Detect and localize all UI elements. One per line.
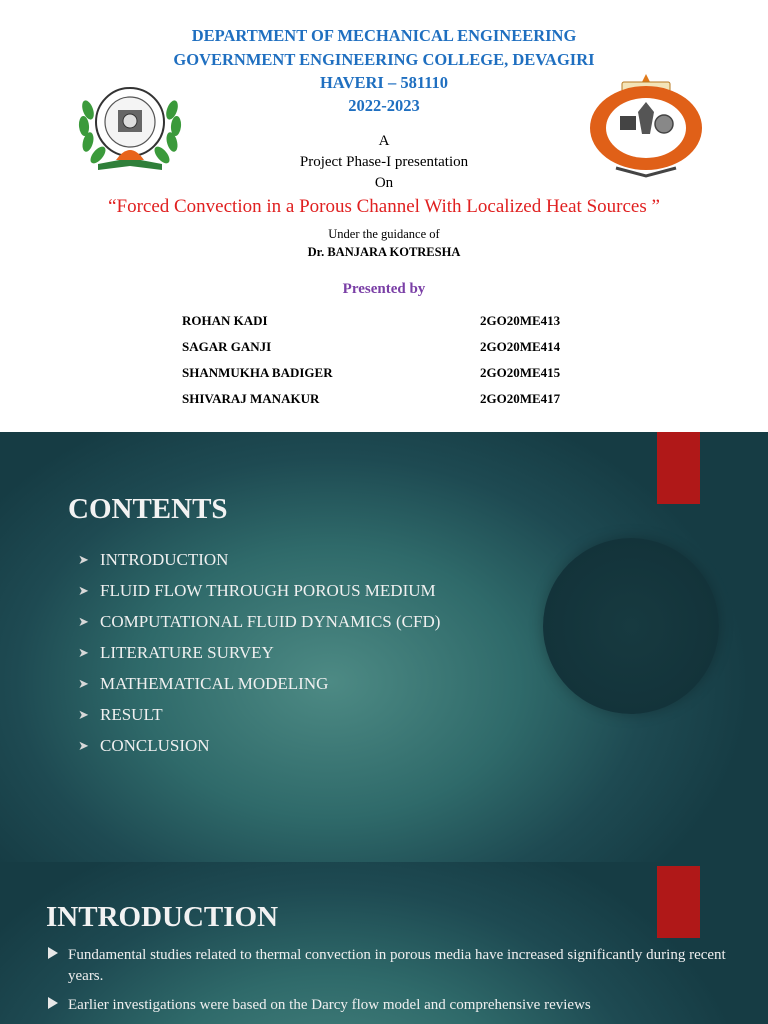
member-name: SHIVARAJ MANAKUR	[182, 391, 320, 406]
introduction-bullets	[46, 945, 726, 1024]
triangle-bullet-icon	[48, 997, 58, 1009]
list-item: ➤ INTRODUCTION	[78, 550, 229, 569]
contents-slide	[0, 432, 768, 862]
list-item: ➤ LITERATURE SURVEY	[78, 643, 274, 662]
decorative-circle	[543, 538, 719, 714]
guide-name: Dr. BANJARA KOTRESHA	[307, 245, 461, 259]
chevron-right-icon: ➤	[78, 707, 89, 722]
title-slide	[0, 0, 768, 432]
triangle-bullet-icon	[48, 947, 58, 959]
project-title: “Forced Convection in a Porous Channel With Localized Heat Sources ”	[108, 196, 660, 217]
member-id: 2GO20ME414	[480, 339, 561, 354]
chevron-right-icon: ➤	[78, 552, 89, 567]
chevron-right-icon: ➤	[78, 583, 89, 598]
chevron-right-icon: ➤	[78, 738, 89, 753]
list-item: ➤ MATHEMATICAL MODELING	[78, 674, 329, 693]
member-name: ROHAN KADI	[182, 313, 268, 328]
accent-bar	[657, 866, 700, 938]
member-id: 2GO20ME413	[480, 313, 561, 328]
line-a: A	[378, 133, 390, 149]
list-item: Fundamental studies related to thermal convection in porous media have increased significantly during recent years.	[46, 945, 726, 987]
guidance-label: Under the guidance of	[328, 227, 440, 241]
department-heading: DEPARTMENT OF MECHANICAL ENGINEERING	[191, 26, 577, 45]
list-item: ➤ COMPUTATIONAL FLUID DYNAMICS (CFD)	[78, 612, 441, 631]
line-on: On	[374, 175, 394, 191]
list-item: ➤ RESULT	[78, 705, 163, 724]
chevron-right-icon: ➤	[78, 676, 89, 691]
introduction-slide	[0, 862, 768, 1024]
college-heading: GOVERNMENT ENGINEERING COLLEGE, DEVAGIRI	[173, 50, 595, 69]
member-id: 2GO20ME417	[480, 391, 561, 406]
member-id: 2GO20ME415	[480, 365, 561, 380]
year-heading: 2022-2023	[348, 96, 420, 115]
list-item: ➤ FLUID FLOW THROUGH POROUS MEDIUM	[78, 581, 436, 600]
member-name: SAGAR GANJI	[182, 339, 272, 354]
introduction-heading: INTRODUCTION	[46, 901, 279, 933]
chevron-right-icon: ➤	[78, 645, 89, 660]
accent-bar	[657, 432, 700, 504]
presentation-type: Project Phase-I presentation	[299, 154, 469, 170]
member-name: SHANMUKHA BADIGER	[182, 365, 333, 380]
list-item: ➤ CONCLUSION	[78, 736, 210, 755]
contents-heading: CONTENTS	[68, 493, 228, 525]
contents-list	[78, 550, 440, 767]
chevron-right-icon: ➤	[78, 614, 89, 629]
presented-by-label: Presented by	[342, 281, 426, 297]
location-heading: HAVERI – 581110	[319, 73, 449, 92]
list-item: Earlier investigations were based on the Darcy flow model and comprehensive reviews	[46, 995, 726, 1016]
